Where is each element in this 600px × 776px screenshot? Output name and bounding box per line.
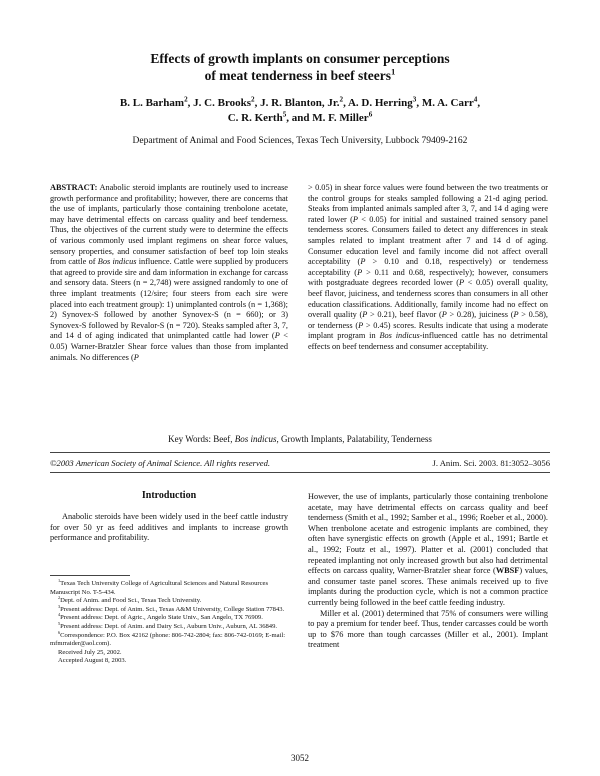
footnote-text: Received July 25, 2002. [58, 648, 122, 656]
section-heading-introduction: Introduction [141, 490, 197, 501]
text-run: P [357, 267, 363, 277]
footnote [50, 629, 288, 649]
footnote [50, 649, 288, 658]
text-run: > 0.45) scores. Results indicate that using a moderate implant program in [308, 320, 548, 341]
author-affiliation-mark: 6 [368, 110, 373, 119]
text-run: P [459, 278, 465, 288]
footnote-text: Present address: Dept. of Anim. Sci., Texas A&M University, College Station 77843. [60, 605, 285, 613]
text-run: Bos indicus [97, 257, 137, 267]
footnote [50, 577, 288, 597]
author-name: A. D. Herring [347, 97, 413, 109]
footnote-divider [50, 575, 130, 576]
text-run: > 0.10 and 0.18, respectively) or tenderness acceptability ( [308, 257, 548, 277]
author-affiliation-mark: 4 [473, 95, 478, 104]
footnote [50, 597, 288, 606]
text-run: > 0.05) in shear force values were found between the two treatments or the control groups for steaks sampled following a 21-d aging period. Steaks from implanted animals sampled after 3, 7, and 14 d aging were rated lower ( [308, 183, 548, 224]
affiliation: Department of Animal and Food Sciences, Texas Tech University, Lubbock 79409-2162 [132, 136, 468, 146]
text-run: influence. Cattle were supplied by producers that agreed to provide sire and dam information in exchange for carcass and sensory data. Steers (n = 2,748) were assigned randomly to one of three implant treatments (12/sire; four steers from each sire were placed into each treatment group): 1) unimplanted controls (n = 1,368); 2) Synovex-S followed by another Synovex-S (n = 660); or 3) Synovex-S followed by Revalor-S (n = 720). Steaks sampled after 3, 7, and 14 d of aging indicated that unimplanted cattle had lower ( [50, 257, 288, 341]
author-affiliation-mark: 2 [251, 95, 255, 104]
article-title [60, 50, 540, 84]
keywords-line [50, 434, 550, 445]
abstract-left-column [50, 183, 288, 363]
text-run: P [358, 320, 364, 330]
text-run: P [513, 310, 519, 320]
text-run: Bos indicus [379, 331, 420, 341]
text-run: < 0.05) for initial and sustained trained sensory panel tenderness scores. Consumers failed to detect any differences in steak samples related to implant treatment after 7 and 14 d of aging. Consumer education level and family income did not affect overall acceptability ( [308, 214, 548, 267]
author-separator: , [343, 97, 348, 109]
text-run: Miller et al. (2001) determined that 75% of consumers were willing to pay a premium for tender beef. Thus, tender carcasses could be worth up to $76 more than tough carcasses (Miller et al., 2001). Implant treatment [308, 608, 548, 650]
footnote-text: Dept. of Anim. and Food Sci., Texas Tech University. [60, 597, 202, 605]
footnote-mark: 5 [58, 620, 61, 626]
author-list [60, 96, 540, 126]
text-run: ) values, and consumer taste panel scores. These animals received up to five implants during the production cycle, which is not a common practice currently being followed in the beef cattle feeding industry. [308, 566, 548, 607]
text-run: P [352, 214, 358, 224]
footnote-mark: 2 [58, 595, 61, 600]
introduction-left-column [50, 512, 288, 544]
footnote-mark: 3 [58, 603, 61, 609]
footnote [50, 620, 288, 635]
text-run: Bos indicus [234, 434, 277, 444]
author-separator: , [477, 97, 481, 109]
author-separator: , [254, 97, 261, 109]
copyright-notice: ©2003 American Society of Animal Science. All rights reserved. [50, 458, 271, 468]
text-run: > 0.28), juiciness ( [446, 310, 514, 320]
abstract-right-column [308, 183, 548, 353]
text-run: > 0.58), or tenderness ( [308, 310, 548, 330]
author-name: J. R. Blanton, Jr. [260, 97, 340, 109]
footnote-text: Accepted August 8, 2003. [58, 657, 127, 665]
footnote [50, 614, 288, 623]
footnote-text: Present address: Dept. of Agric., Angelo State Univ., San Angelo, TX 76909. [60, 614, 263, 622]
text-run: P [274, 331, 280, 341]
introduction-right-column [308, 492, 548, 651]
footnote-text: Present address: Dept. of Anim. and Dairy Sci., Auburn Univ., Auburn, AL 36849. [60, 622, 278, 630]
author-name: B. L. Barham [119, 97, 185, 109]
author-affiliation-mark: 3 [412, 95, 417, 104]
page-number: 3052 [291, 753, 309, 763]
introduction-paragraph: Anabolic steroids have been widely used in the beef cattle industry for over 50 yr as feed additives and implants to increase growth performance and profitability. [50, 512, 288, 543]
footnote-mark: 4 [58, 612, 61, 618]
text-run: < 0.05) Warner-Bratzler Shear force values than those from implanted animals. No differences ( [50, 331, 288, 362]
author-line-2 [60, 111, 540, 126]
text-run: Anabolic steroid implants are routinely used to increase growth performance and profitability; however, there are concerns that the use of implants, particularly those containing trenbolone acetate, may have detrimental effects on carcass quality and beef tenderness. Thus, the objectives of the current study were to determine the effects of various commonly used implant regimens on shear force values, sensory properties, and consumer satisfaction of beef top loin steaks from cattle of [50, 183, 288, 267]
title-line-1: Effects of growth implants on consumer perceptions [150, 51, 450, 66]
abstract-paragraph-continued [308, 183, 548, 353]
author-separator: , and [286, 112, 313, 124]
text-run: < 0.05) overall quality, beef flavor, juiciness, and tenderness scores than consumers in all other education classifications. Additionally, family income had no effect on overall quality ( [308, 278, 548, 320]
author-affiliation-mark: 2 [184, 95, 188, 104]
text-run: P [362, 310, 368, 320]
text-run: P [360, 257, 366, 267]
text-run: P [133, 352, 139, 362]
text-run: -influenced cattle has no detrimental effects on beef tenderness and consumer acceptability. [308, 331, 548, 351]
introduction-paragraph [308, 609, 548, 651]
footnote-text: Correspondence: P.O. Box 42162 (phone: 806-742-2804; fax: 806-742-0169; E-mail: mfmrraider@aol.com). [50, 631, 286, 648]
author-line-1 [60, 96, 540, 111]
text-run: However, the use of implants, particularly those containing trenbolone acetate, may have detrimental effects on carcass quality and beef tenderness (Smith et al., 1992; Samber et al., 1996; Roeber et al., 2000). When trenbolone acetate and estrogenic implants are combined, they often have synergistic effects on growth (Apple et al., 1991; Bartle et al., 1992; Foutz et al., 1997). Platter et al. (2001) concluded that repeated implanting not only increased growth but also had detrimental effects on carcass quality, Warner-Bratzler shear force ( [308, 492, 548, 576]
footnote [50, 657, 288, 666]
text-run: Key Words: Beef, [168, 434, 235, 444]
journal-citation: J. Anim. Sci. 2003. 81:3052–3056 [432, 458, 550, 468]
divider-top [50, 452, 550, 453]
abstract-label: ABSTRACT: [50, 183, 98, 192]
author-name: M. A. Carr [421, 97, 474, 109]
text-run: WBSF [495, 566, 520, 576]
author-name: J. C. Brooks [193, 97, 252, 109]
author-affiliation-mark: 2 [339, 95, 344, 104]
text-run: P [441, 310, 447, 320]
author-name: M. F. Miller [312, 112, 369, 124]
title-footnote-mark: 1 [390, 66, 396, 77]
footnote-mark: 1 [58, 577, 61, 583]
text-run: , Growth Implants, Palatability, Tenderness [276, 434, 432, 444]
abstract-paragraph [50, 183, 288, 363]
text-run: > 0.21), beef flavor ( [367, 310, 442, 320]
introduction-paragraph [308, 492, 548, 609]
copyright-line [50, 458, 550, 469]
text-run: > 0.11 and 0.68, respectively); however, consumers with postgraduate degrees recorded lower ( [308, 267, 548, 288]
footnote-text: Texas Tech University College of Agricultural Sciences and Natural Resources Manuscript No. T-5-434. [50, 580, 269, 596]
divider-bottom [50, 472, 550, 473]
title-line-2: of meat tenderness in beef steers$^1$ [204, 66, 396, 83]
footnotes [50, 577, 288, 666]
author-affiliation-mark: 5 [282, 110, 287, 119]
footnote-mark: 6 [58, 629, 61, 635]
author-name: C. R. Kerth [227, 112, 283, 124]
author-separator: , [187, 97, 194, 109]
author-separator: , [416, 97, 422, 109]
